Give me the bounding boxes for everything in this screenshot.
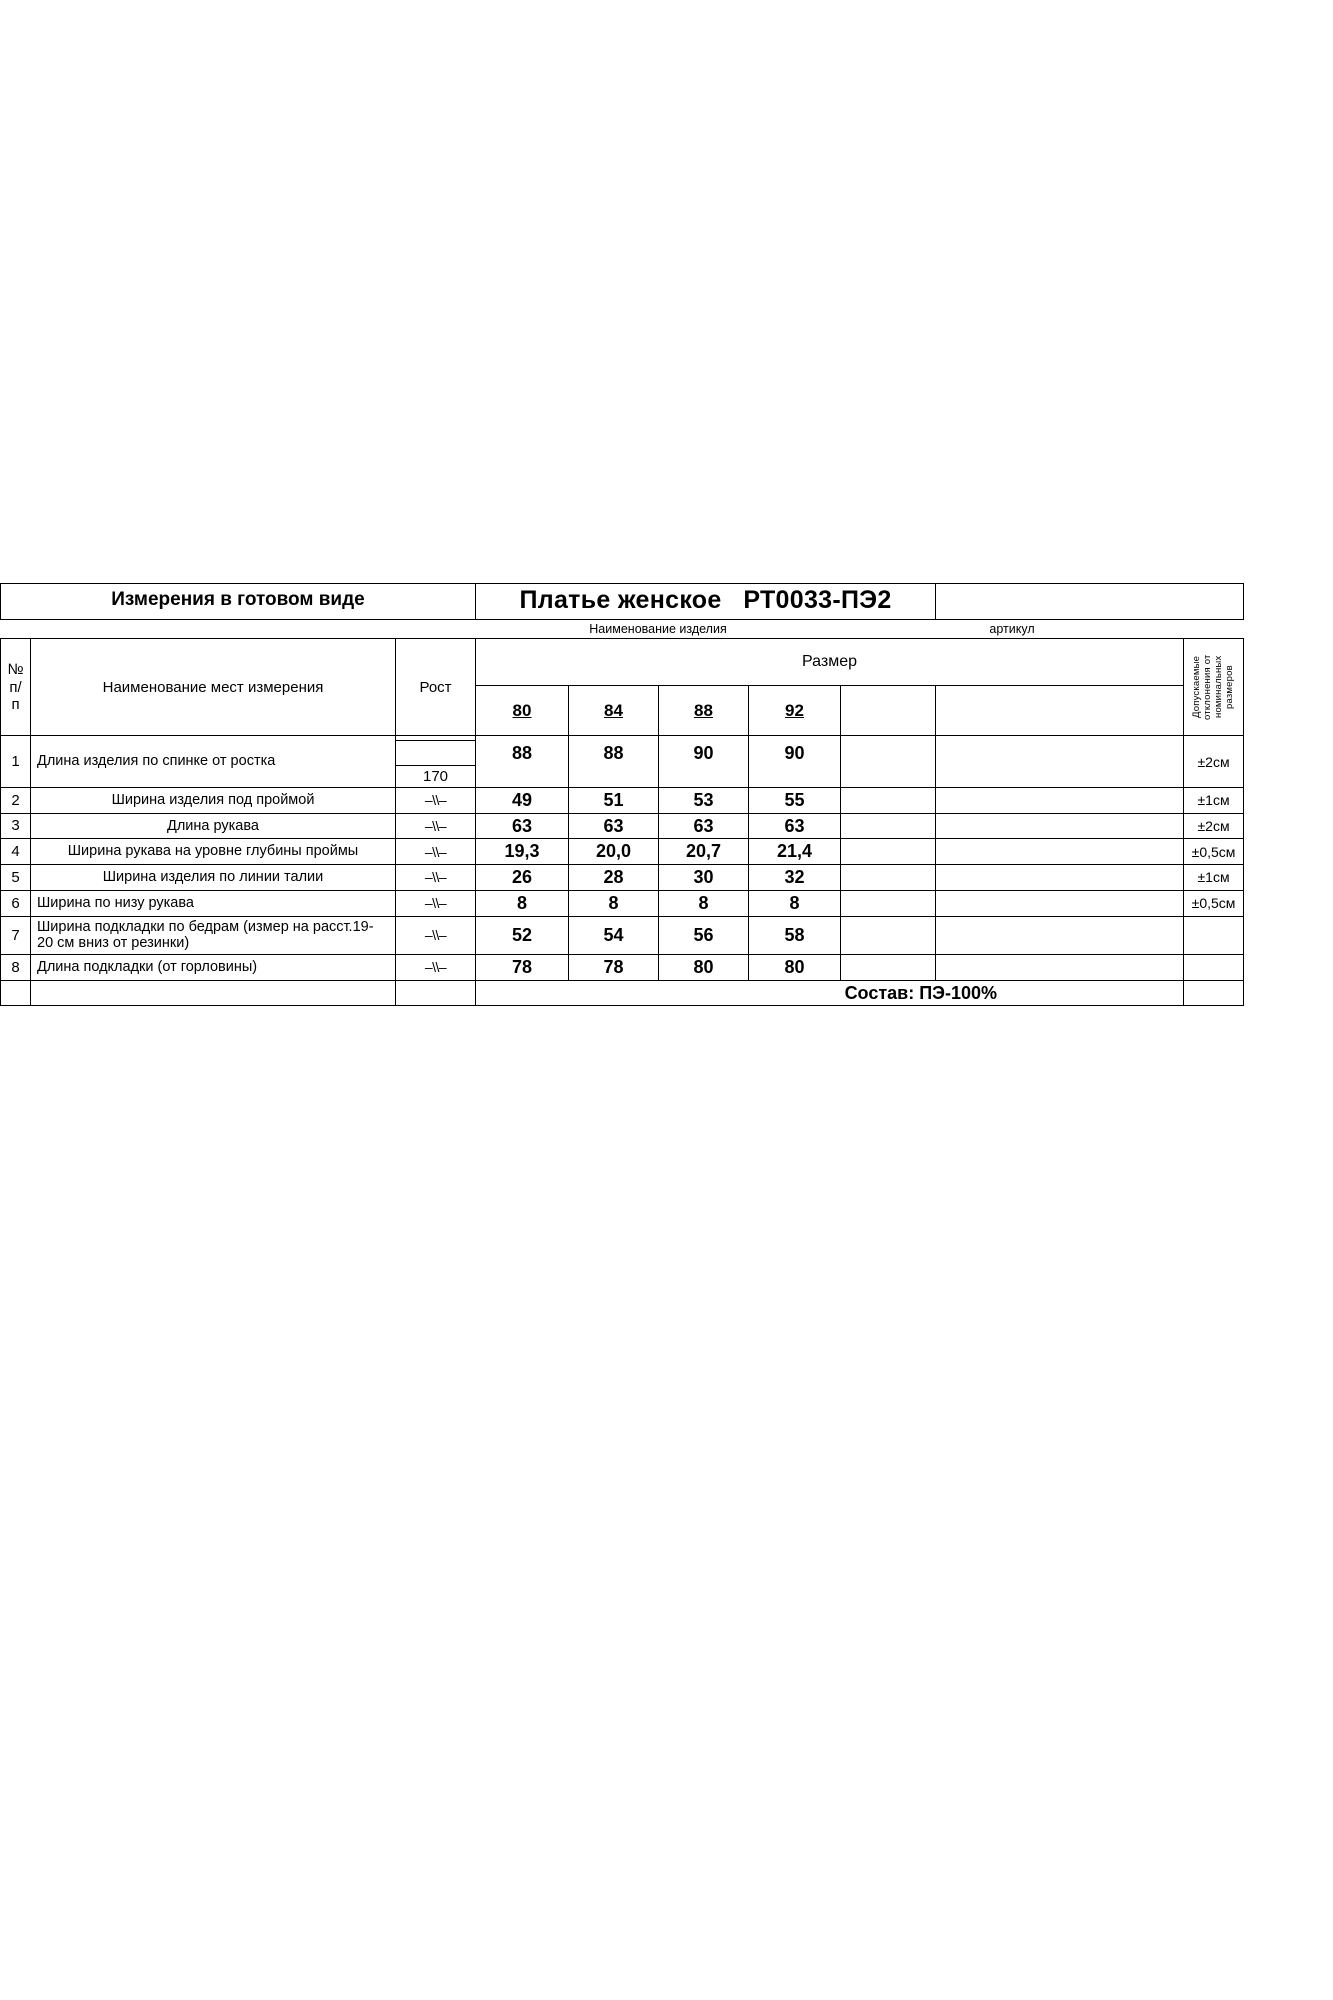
header-measure-name: Наименование мест измерения: [31, 639, 396, 736]
row-5-val-e2: [936, 865, 1184, 891]
row-4-rost: –\\–: [396, 839, 476, 865]
header-no-line2: п/: [9, 678, 22, 696]
row-1-val-92: 90: [749, 741, 841, 766]
row-8-no: 8: [1, 954, 31, 980]
composition-tolerance: [1184, 980, 1244, 1006]
row-7-val-80: 52: [476, 916, 569, 954]
row-3-tolerance: ±2см: [1184, 813, 1244, 839]
row-8-name: Длина подкладки (от горловины): [31, 954, 396, 980]
row-5-val-88: 30: [659, 865, 749, 891]
size-column-92: 92: [749, 686, 841, 736]
row-8-val-84: 78: [569, 954, 659, 980]
row-2-val-88: 53: [659, 788, 749, 814]
row-8-rost: –\\–: [396, 954, 476, 980]
caption-article: артикул: [989, 621, 1035, 636]
row-5-val-e1: [841, 865, 936, 891]
row-1-val-e2-bottom: [936, 765, 1184, 787]
row-4-val-84: 20,0: [569, 839, 659, 865]
table-row: [1, 788, 1244, 814]
row-2-tolerance: ±1см: [1184, 788, 1244, 814]
caption-spacer-left: [1, 619, 476, 638]
row-1-no: 1: [1, 736, 31, 788]
product-name: Платье женское: [519, 586, 722, 614]
row-5-val-84: 28: [569, 865, 659, 891]
row-1-val-e1-bottom: [841, 765, 936, 787]
composition-text: Состав: ПЭ-100%: [659, 980, 1184, 1006]
row-4-val-e1: [841, 839, 936, 865]
size-column-empty-1: [841, 686, 936, 736]
row-1-val-80: 88: [476, 741, 569, 766]
row-1-val-84: 88: [569, 741, 659, 766]
composition-no: [1, 980, 31, 1006]
row-7-val-92: 58: [749, 916, 841, 954]
row-1-val-e1: [841, 741, 936, 766]
row-1-val-88-bottom: [659, 765, 749, 787]
row-5-no: 5: [1, 865, 31, 891]
composition-row: [1, 980, 1244, 1006]
row-6-name: Ширина по низу рукава: [31, 890, 396, 916]
size-column-empty-2: [936, 686, 1184, 736]
row-8-tolerance: [1184, 954, 1244, 980]
row-8-val-80: 78: [476, 954, 569, 980]
row-5-val-80: 26: [476, 865, 569, 891]
row-1-name: Длина изделия по спинке от ростка: [31, 736, 396, 788]
row-3-rost: –\\–: [396, 813, 476, 839]
row-1-tolerance: ±2см: [1184, 736, 1244, 788]
table-row: [1, 954, 1244, 980]
composition-spacer-84: [569, 980, 659, 1006]
row-7-val-e2: [936, 916, 1184, 954]
row-7-val-e1: [841, 916, 936, 954]
row-2-val-84: 51: [569, 788, 659, 814]
row-1-val-80-bottom: [476, 765, 569, 787]
row-4-val-e2: [936, 839, 1184, 865]
header-no-line1: №: [7, 661, 24, 679]
title-row: [1, 584, 1244, 620]
header-rost: Рост: [396, 639, 476, 736]
product-title: [476, 584, 936, 620]
title-left: Измерения в готовом виде: [1, 584, 476, 620]
row-3-val-e2: [936, 813, 1184, 839]
table-row: [1, 916, 1244, 954]
row-6-val-92: 8: [749, 890, 841, 916]
row-1-val-92-bottom: [749, 765, 841, 787]
table-row: [1, 813, 1244, 839]
row-6-val-80: 8: [476, 890, 569, 916]
row-3-val-e1: [841, 813, 936, 839]
size-column-84: 84: [569, 686, 659, 736]
row-6-tolerance: ±0,5см: [1184, 890, 1244, 916]
product-article: РТ0033-ПЭ2: [743, 586, 892, 614]
row-5-rost: –\\–: [396, 865, 476, 891]
row-8-val-92: 80: [749, 954, 841, 980]
row-2-val-e1: [841, 788, 936, 814]
row-1-val-88: 90: [659, 741, 749, 766]
caption-product-name: Наименование изделия: [589, 621, 727, 636]
row-3-val-88: 63: [659, 813, 749, 839]
row-7-no: 7: [1, 916, 31, 954]
row-8-val-e1: [841, 954, 936, 980]
header-size-row: [1, 639, 1244, 686]
row-2-no: 2: [1, 788, 31, 814]
composition-spacer-name: [31, 980, 396, 1006]
row-1-rost: [396, 741, 476, 766]
header-tolerance-text: Допускаемые отклонения от номинальных размеров: [1190, 654, 1235, 720]
row-7-val-88: 56: [659, 916, 749, 954]
row-2-val-92: 55: [749, 788, 841, 814]
row-5-name: Ширина изделия по линии талии: [31, 865, 396, 891]
row-5-tolerance: ±1см: [1184, 865, 1244, 891]
row-8-val-e2: [936, 954, 1184, 980]
row-6-val-88: 8: [659, 890, 749, 916]
row-7-name: Ширина подкладки по бедрам (измер на расст.19-20 см вниз от резинки): [31, 916, 396, 954]
row-2-name: Ширина изделия под проймой: [31, 788, 396, 814]
size-column-88: 88: [659, 686, 749, 736]
row-4-tolerance: ±0,5см: [1184, 839, 1244, 865]
measurement-table: [0, 583, 1244, 1006]
header-size: Размер: [476, 639, 1184, 686]
row-1-val-84-bottom: [569, 765, 659, 787]
row-3-val-84: 63: [569, 813, 659, 839]
row-8-val-88: 80: [659, 954, 749, 980]
header-no: [1, 639, 31, 736]
header-tolerance: [1184, 639, 1244, 736]
row-4-val-88: 20,7: [659, 839, 749, 865]
composition-spacer-80: [476, 980, 569, 1006]
specification-sheet: [0, 583, 1333, 1006]
row-4-val-80: 19,3: [476, 839, 569, 865]
row-6-val-e2: [936, 890, 1184, 916]
caption-row: [1, 619, 1244, 638]
row-2-val-e2: [936, 788, 1184, 814]
row-1-rost-value: 170: [396, 765, 476, 787]
row-3-no: 3: [1, 813, 31, 839]
table-row: [1, 839, 1244, 865]
row-2-val-80: 49: [476, 788, 569, 814]
row-7-tolerance: [1184, 916, 1244, 954]
row-4-val-92: 21,4: [749, 839, 841, 865]
composition-spacer-rost: [396, 980, 476, 1006]
table-row: [1, 865, 1244, 891]
row-6-rost: –\\–: [396, 890, 476, 916]
row-6-val-e1: [841, 890, 936, 916]
row-4-no: 4: [1, 839, 31, 865]
row-5-val-92: 32: [749, 865, 841, 891]
title-spacer: [936, 584, 1244, 620]
row-7-val-84: 54: [569, 916, 659, 954]
row-7-rost: –\\–: [396, 916, 476, 954]
caption-spacer-right: [1184, 619, 1244, 638]
row-6-no: 6: [1, 890, 31, 916]
size-column-80: 80: [476, 686, 569, 736]
table-row: [1, 890, 1244, 916]
row-4-name: Ширина рукава на уровне глубины проймы: [31, 839, 396, 865]
row-3-name: Длина рукава: [31, 813, 396, 839]
row-2-rost: –\\–: [396, 788, 476, 814]
row-1-val-e2: [936, 741, 1184, 766]
row-6-val-84: 8: [569, 890, 659, 916]
header-no-line3: п: [11, 695, 20, 713]
row-3-val-80: 63: [476, 813, 569, 839]
row-3-val-92: 63: [749, 813, 841, 839]
